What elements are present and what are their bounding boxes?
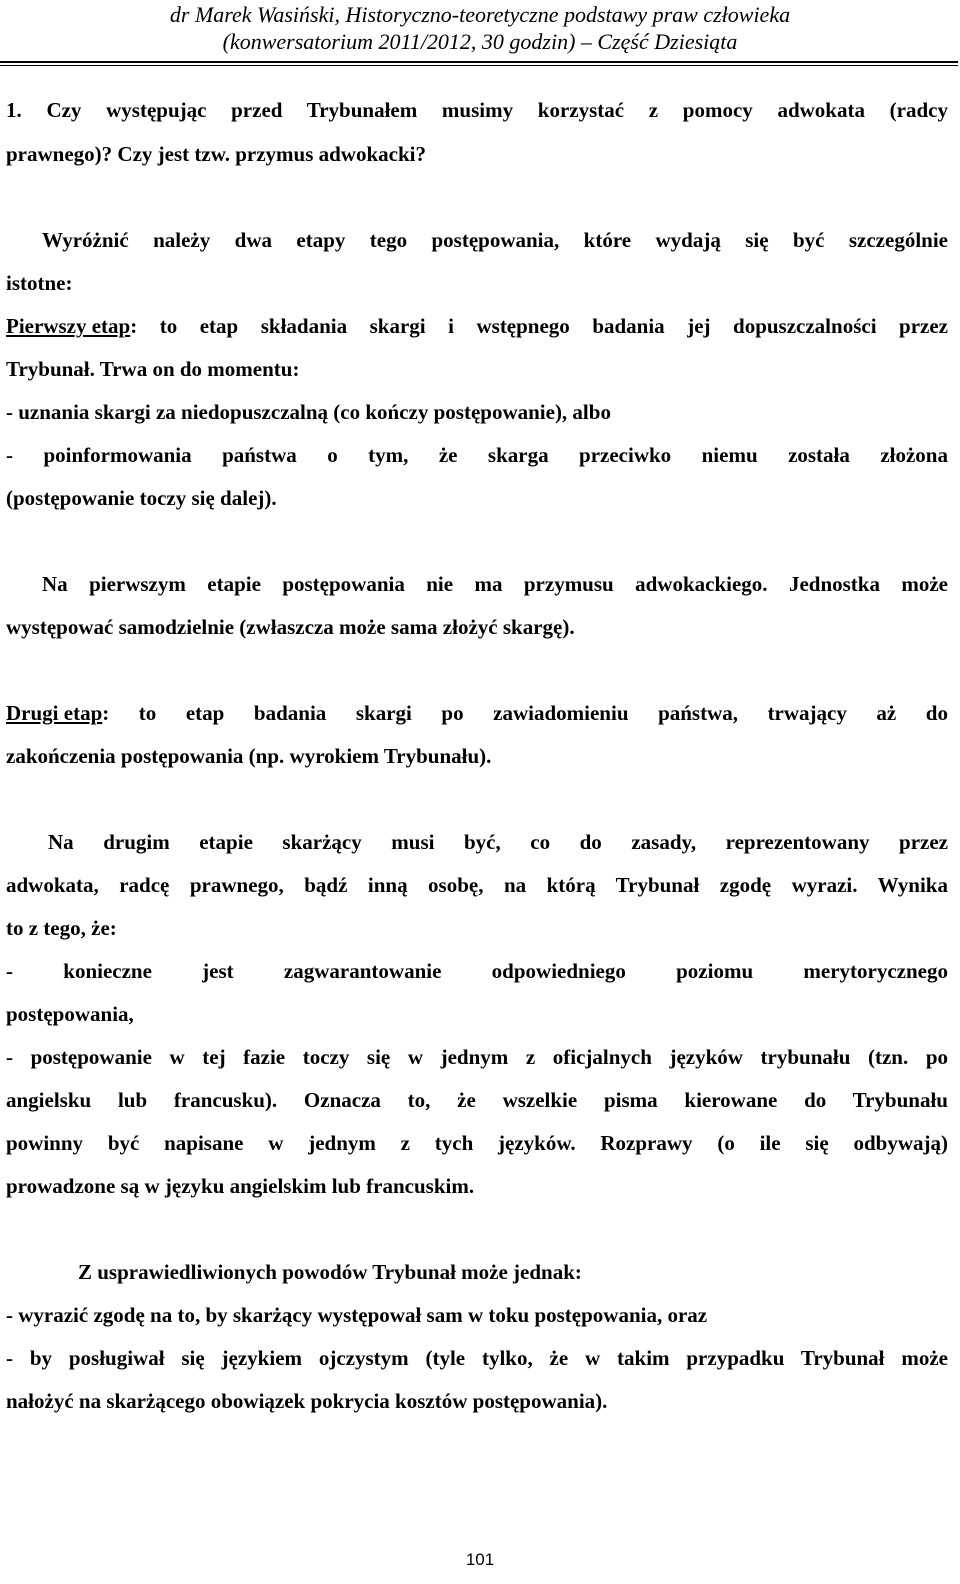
exceptions-intro: Z usprawiedliwionych powodów Trybunał może jednak: [78, 1260, 582, 1284]
header-rule-thin [0, 65, 958, 66]
reason-bullet-1-line-2: postępowania, [6, 1002, 134, 1026]
second-stage-label: Drugi etap [6, 701, 103, 725]
first-stage-summary-line-1: Na pierwszym etapie postępowania nie ma przymusu adwokackiego. Jednostka może [42, 572, 948, 596]
second-stage-text: : to etap badania skargi po zawiadomieniu państwa, trwający aż do [102, 701, 948, 725]
reason-bullet-2-line-4: prowadzone są w języku angielskim lub francuskim. [6, 1174, 475, 1198]
reason-bullet-2-line-2: angielsku lub francusku). Oznacza to, że wszelkie pisma kierowane do Trybunału [6, 1088, 948, 1112]
second-stage-rule-line-2: adwokata, radcę prawnego, bądź inną osobę, na którą Trybunał zgodę wyrazi. Wynika [6, 873, 948, 897]
running-header-course-info: (konwersatorium 2011/2012, 30 godzin) – Część Dziesiąta [222, 29, 738, 54]
running-header-author-title: dr Marek Wasiński, Historyczno-teoretyczne podstawy praw człowieka [169, 2, 791, 27]
second-stage-line-2: zakończenia postępowania (np. wyrokiem Trybunału). [6, 744, 492, 768]
first-stage-label: Pierwszy etap [6, 314, 131, 338]
second-stage-rule-line-1: Na drugim etapie skarżący musi być, co do zasady, reprezentowany przez [48, 830, 948, 854]
question-heading-line-2: prawnego)? Czy jest tzw. przymus adwokacki? [6, 142, 426, 166]
exception-bullet-2-line-2: nałożyć na skarżącego obowiązek pokrycia kosztów postępowania). [6, 1389, 608, 1413]
page-number: 101 [465, 1550, 495, 1569]
question-heading-line-1: 1. Czy występując przed Trybunałem musimy korzystać z pomocy adwokata (radcy [6, 98, 948, 122]
first-stage-line-1 [6, 312, 948, 340]
paragraph-intro-line-1: Wyróżnić należy dwa etapy tego postępowania, które wydają się być szczególnie [42, 228, 948, 252]
reason-bullet-2-line-3: powinny być napisane w jednym z tych języków. Rozprawy (o ile się odbywają) [6, 1131, 948, 1155]
reason-bullet-2-line-1: - postępowanie w tej fazie toczy się w jednym z oficjalnych języków trybunału (tzn. po [6, 1045, 948, 1069]
second-stage-rule-line-3: to z tego, że: [6, 916, 117, 940]
second-stage-line-1 [6, 699, 948, 727]
first-stage-text: : to etap składania skargi i wstępnego badania jej dopuszczalności przez [130, 314, 948, 338]
first-stage-bullet-2-line-2: (postępowanie toczy się dalej). [6, 486, 277, 510]
first-stage-line-2: Trybunał. Trwa on do momentu: [6, 357, 300, 381]
first-stage-summary-line-2: występować samodzielnie (zwłaszcza może sama złożyć skargę). [6, 615, 575, 639]
paragraph-intro-line-2: istotne: [6, 271, 73, 295]
first-stage-bullet-2-line-1: - poinformowania państwa o tym, że skarga przeciwko niemu została złożona [6, 443, 948, 467]
exception-bullet-2-line-1: - by posługiwał się językiem ojczystym (tyle tylko, że w takim przypadku Trybunał może [6, 1346, 948, 1370]
exception-bullet-1: - wyrazić zgodę na to, by skarżący występował sam w toku postępowania, oraz [6, 1303, 708, 1327]
first-stage-bullet-1: - uznania skargi za niedopuszczalną (co kończy postępowanie), albo [6, 400, 611, 424]
header-rule-thick [0, 61, 958, 63]
reason-bullet-1-line-1: - konieczne jest zagwarantowanie odpowiedniego poziomu merytorycznego [6, 959, 948, 983]
